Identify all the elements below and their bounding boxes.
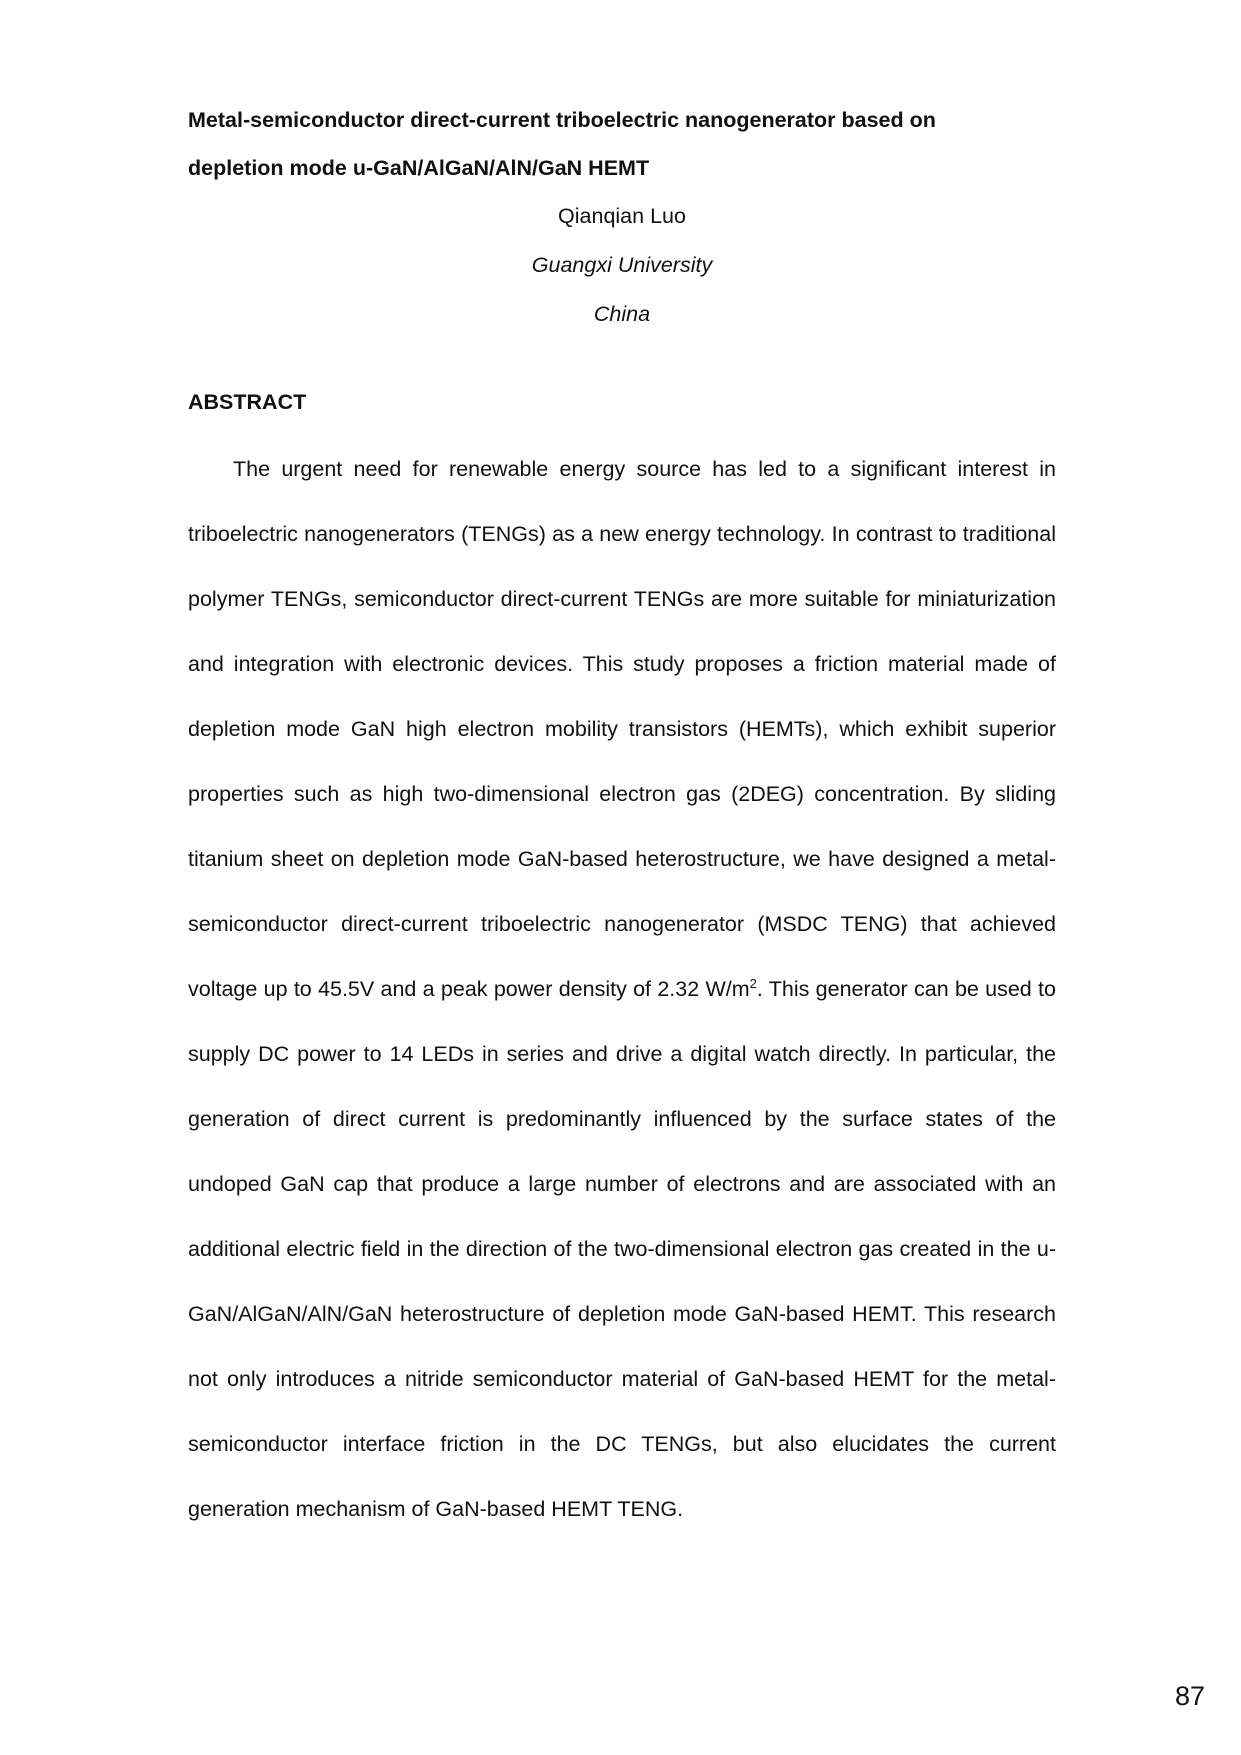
abstract-text-part-1: The urgent need for renewable energy source has led to a significant interest in triboelectric nanogenerators (TENGs) as a new energy technology. In contrast to traditional polymer TENGs, semiconductor direct-current TENGs are more suitable for miniaturization and integration with electronic devices. This study proposes a friction material made of depletion mode GaN high electron mobility transistors (HEMTs), which exhibit superior properties such as high two-dimensional electron gas (2DEG) concentration. By sliding titanium sheet on depletion mode GaN-based heterostructure, we have designed a metal-semiconductor direct-current triboelectric nanogenerator (MSDC TENG) that achieved voltage up to 45.5V and a peak power density of 2.32 W/m	[188, 457, 1056, 1001]
page-content	[188, 96, 1056, 1542]
paper-title-line-1: Metal-semiconductor direct-current triboelectric nanogenerator based on	[188, 108, 936, 132]
author-affiliation: Guangxi University	[531, 253, 713, 277]
page-number: 87	[1174, 1681, 1205, 1711]
abstract-text-part-2: . This generator can be used to supply DC power to 14 LEDs in series and drive a digital watch directly. In particular, the generation of direct current is predominantly influenced by the surface states of the undoped GaN cap that produce a large number of electrons and are associated with an additional electric field in the direction of the two-dimensional electron gas created in the u-GaN/AlGaN/AlN/GaN heterostructure of depletion mode GaN-based HEMT. This research not only introduces a nitride semiconductor material of GaN-based HEMT for the metal-semiconductor interface friction in the DC TENGs, but also elucidates the current generation mechanism of GaN-based HEMT TENG.	[188, 977, 1056, 1521]
paper-title	[188, 96, 1056, 192]
author-country: China	[593, 302, 651, 326]
author-block	[188, 192, 1056, 339]
abstract-superscript: 2	[749, 975, 757, 991]
paper-title-line-2: depletion mode u-GaN/AlGaN/AlN/GaN HEMT	[188, 156, 650, 180]
author-name: Qianqian Luo	[558, 204, 686, 228]
abstract-body	[188, 437, 1056, 1542]
abstract-heading: ABSTRACT	[188, 390, 307, 414]
